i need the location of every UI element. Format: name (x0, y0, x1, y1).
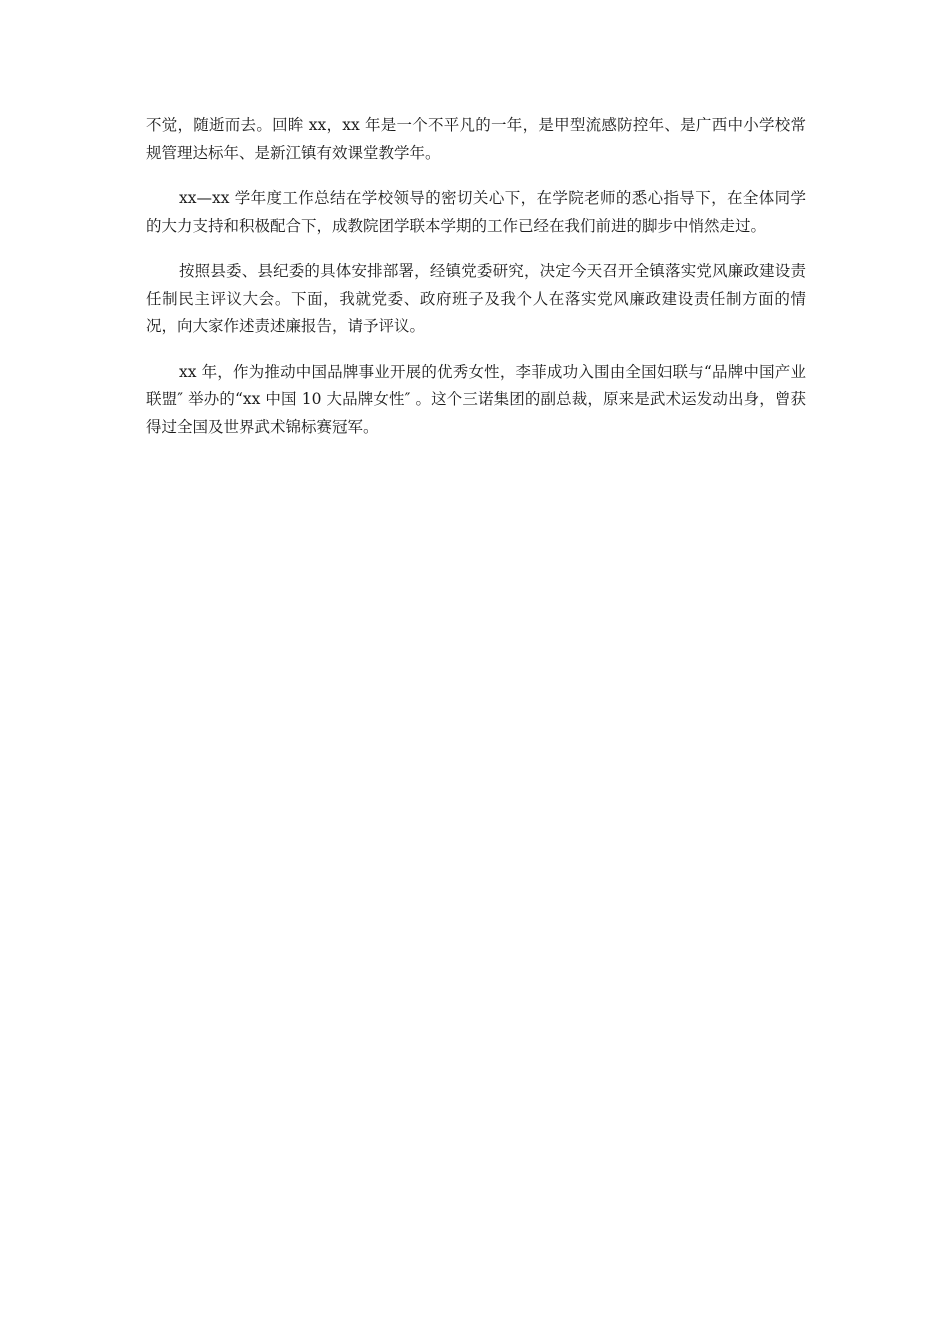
paragraph-1: 不觉，随逝而去。回眸 xx，xx 年是一个不平凡的一年，是甲型流感防控年、是广西中小学校常规管理达标年、是新江镇有效课堂教学年。 (146, 116, 806, 162)
paragraph-4: xx 年，作为推动中国品牌事业开展的优秀女性，李菲成功入围由全国妇联与“品牌中国产业联盟″ 举办的“xx 中国 10 大品牌女性″ 。这个三诺集团的副总裁，原来是武术运发动出身，曾获得过全国及世界武术锦标赛冠军。 (146, 362, 806, 436)
document-body (146, 112, 806, 459)
paragraph-3: 按照县委、县纪委的具体安排部署，经镇党委研究，决定今天召开全镇落实党风廉政建设责任制民主评议大会。下面，我就党委、政府班子及我个人在落实党风廉政建设责任制方面的情况，向大家作述责述廉报告，请予评议。 (146, 262, 806, 335)
paragraph-2: xx—xx 学年度工作总结在学校领导的密切关心下，在学院老师的悉心指导下，在全体同学的大力支持和积极配合下，成教院团学联本学期的工作已经在我们前进的脚步中悄然走过。 (146, 189, 806, 235)
